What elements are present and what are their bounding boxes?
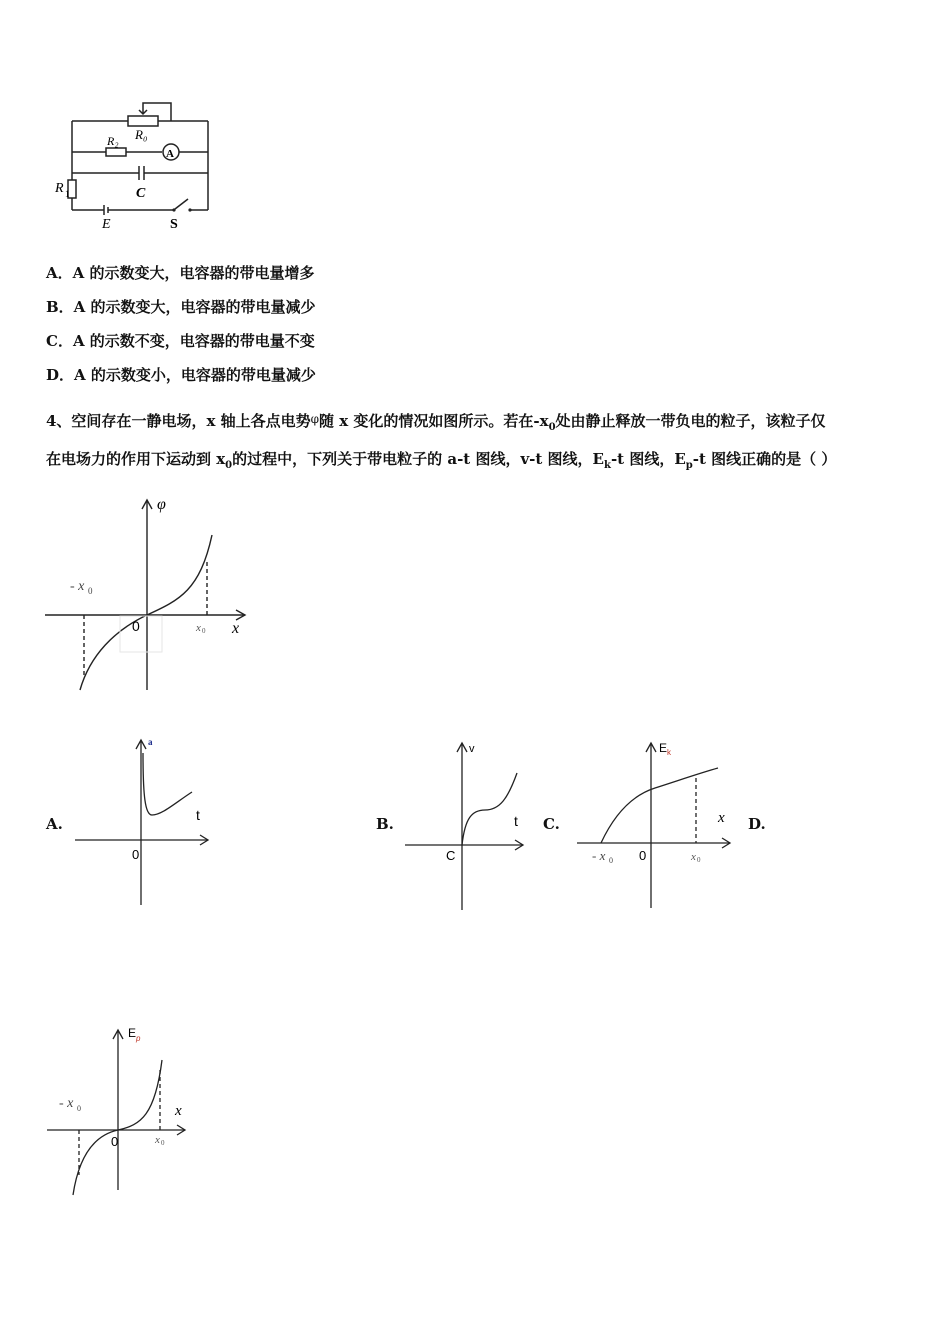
switch-s: [175, 199, 188, 209]
y-axis-label: E: [128, 1026, 137, 1040]
graph-a-at[interactable]: [70, 735, 220, 910]
label-switch: S: [170, 217, 178, 232]
subscript: p: [685, 460, 693, 471]
circuit-diagram: [50, 95, 225, 235]
q4-text: 在电场力的作用下运动到 x: [46, 450, 226, 468]
x0-label: x: [155, 1134, 160, 1146]
label-r1-sub: 1: [65, 189, 70, 199]
neg-x0-label: - x: [70, 579, 85, 594]
origin-label: C: [446, 848, 456, 863]
subscript: 0: [548, 422, 556, 433]
graph-d-epx[interactable]: [45, 1025, 195, 1200]
neg-x0-sub: 0: [77, 1104, 81, 1113]
q3-option-b[interactable]: B．A 的示数变大，电容器的带电量减少: [46, 298, 316, 316]
x-axis-label: x: [175, 1103, 182, 1119]
y-axis-sub: k: [667, 748, 671, 757]
label-battery: E: [102, 217, 111, 232]
resistor-r2: [106, 148, 126, 156]
graph-c-ekx[interactable]: [575, 738, 740, 913]
origin-label: 0: [132, 847, 140, 862]
label-r1: R: [55, 181, 64, 196]
q4-text: 4、空间存在一静电场，x 轴上各点电势: [46, 412, 311, 430]
q4-text: 处由静止释放一带负电的粒子，该粒子仅: [555, 412, 826, 430]
x0-label: x: [691, 851, 696, 863]
label-r0: R₀: [135, 127, 148, 142]
q4-text: -t 图线，E: [610, 450, 686, 468]
option-d-label[interactable]: D.: [748, 815, 766, 833]
x-axis-label: x: [718, 810, 725, 826]
label-capacitor: C: [136, 186, 146, 201]
origin-label: 0: [111, 1134, 119, 1149]
rheostat-r0: [128, 116, 158, 126]
phi-curve: [80, 535, 212, 690]
neg-x0-sub: 0: [88, 586, 93, 596]
x0-sub: 0: [202, 627, 206, 635]
label-ammeter: A: [166, 148, 174, 160]
y-axis-label: v: [469, 743, 475, 755]
neg-x0-label: - x: [592, 848, 606, 863]
a-curve: [143, 753, 192, 815]
y-axis-sub: p: [136, 1034, 141, 1043]
neg-x0-label: - x: [59, 1096, 74, 1111]
x0-label: x: [196, 622, 201, 634]
x-axis-label: x: [232, 620, 240, 637]
ek-curve: [601, 768, 718, 843]
q3-option-d[interactable]: D．A 的示数变小，电容器的带电量减少: [46, 366, 316, 384]
y-axis-label: a: [148, 737, 153, 747]
subscript: 0: [225, 460, 233, 471]
origin-label: 0: [639, 848, 647, 863]
y-axis-label: φ: [157, 496, 166, 513]
q4-stem-line2: [46, 448, 836, 471]
q4-text: 随 x 变化的情况如图所示。若在-x: [319, 412, 549, 430]
phi-symbol: φ: [310, 412, 320, 426]
graph-b-vt[interactable]: [400, 738, 530, 913]
option-c-label[interactable]: C.: [543, 815, 560, 833]
x0-sub: 0: [161, 1139, 165, 1147]
v-curve: [462, 773, 517, 845]
x-axis-label: t: [514, 813, 518, 829]
neg-x0-sub: 0: [609, 856, 613, 865]
label-r2: R₂: [107, 134, 119, 148]
subscript: k: [604, 460, 611, 471]
option-a-label[interactable]: A.: [46, 815, 63, 833]
q4-stem-line1: [46, 410, 826, 433]
option-b-label[interactable]: B.: [376, 815, 394, 833]
x-axis-label: t: [196, 807, 200, 823]
q4-text: 的过程中，下列关于带电粒子的 a-t 图线，v-t 图线，E: [232, 450, 604, 468]
potential-graph: [40, 495, 260, 695]
q4-text: -t 图线正确的是（ ）: [692, 450, 837, 468]
q3-option-a[interactable]: A．A 的示数变大，电容器的带电量增多: [46, 264, 315, 282]
q3-option-c[interactable]: C．A 的示数不变，电容器的带电量不变: [46, 332, 315, 350]
origin-label: 0: [132, 618, 140, 634]
x0-sub: 0: [697, 856, 701, 864]
y-axis-label: E: [659, 741, 668, 755]
